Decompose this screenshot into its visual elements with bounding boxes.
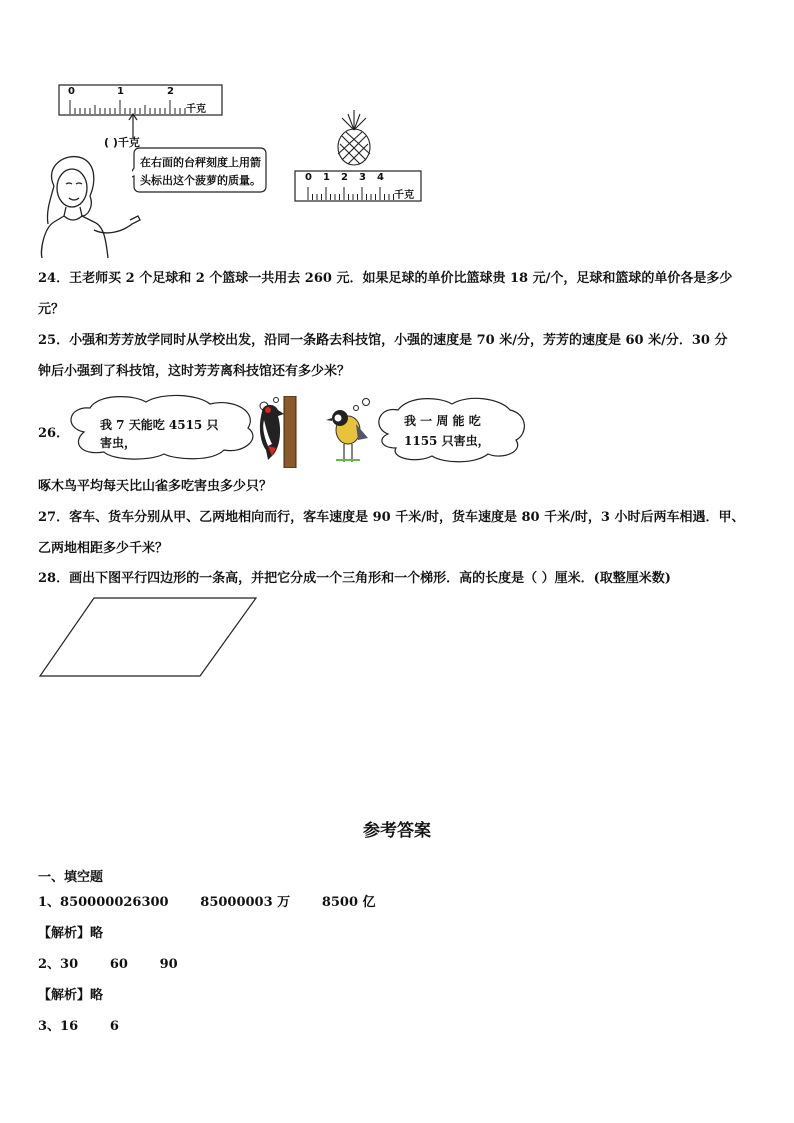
question-27-line-2: 乙两地相距多少千米？ [38,541,169,556]
question-25-line-2: 钟后小强到了科技馆，这时芳芳离科技馆还有多少米？ [38,364,351,379]
answer-3: 3、16 6 [38,1019,119,1034]
question-25-line-1: 25．小强和芳芳放学同时从学校出发，沿同一条路去科技馆，小强的速度是 70 米/分，芳芳的速度是 60 米/分．30 分 [38,333,728,348]
scale-1-blank-label: ( )千克 [104,136,140,149]
pineapple-icon [332,110,376,166]
answer-2: 2、30 60 90 [38,957,178,972]
speech-line-1: 在右面的台秤刻度上用箭 [140,156,261,169]
scale-1-tick-0: 0 [68,86,75,97]
scale-1-tick-2: 2 [167,86,174,97]
scale-2-tick-2: 2 [341,172,348,183]
scale-2-tick-3: 3 [359,172,366,183]
question-26-text: 啄木鸟平均每天比山雀多吃害虫多少只？ [38,479,273,494]
answers-title: 参考答案 [363,821,431,841]
question-27-line-1: 27．客车、货车分别从甲、乙两地相向而行，客车速度是 90 千米/时，货车速度是 80 千米/时，3 小时后两车相遇．甲、 [38,510,745,525]
scale-1-tick-1: 1 [117,86,124,97]
question-26-number: 26． [38,426,70,441]
woodpecker-bubble-line-1: 我 7 天能吃 4515 只 [100,418,219,432]
question-25 [38,330,758,383]
question-24-line-2: 元？ [38,302,65,317]
scale-2-tick-4: 4 [377,172,384,183]
question-27 [38,507,758,560]
teacher-illustration [36,150,146,260]
answer-1-note: 【解析】略 [38,926,104,941]
speech-line-2: 头标出这个菠萝的质量。 [140,174,261,187]
parallelogram [36,596,260,680]
woodpecker-icon [254,396,298,468]
answer-2-note: 【解析】略 [38,988,104,1003]
q23-figure [36,80,436,260]
scale-2-tick-1: 1 [323,172,330,183]
answers-section-1: 一、填空题 [38,870,104,885]
scale-1-unit: 千克 [186,104,206,115]
tit-bubble [350,394,530,466]
tit-bubble-line-2: 1155 只害虫， [404,434,490,448]
answer-1: 1、850000026300 85000003 万 8500 亿 [38,895,376,910]
tit-bubble-line-1: 我 一 周 能 吃 [404,414,481,428]
scale-2-tick-0: 0 [305,172,312,183]
question-24 [38,268,758,321]
woodpecker-bubble-line-2: 害虫， [100,436,137,450]
question-28: 28．画出下图平行四边形的一条高，并把它分成一个三角形和一个梯形．高的长度是（ ）厘米．(取整厘米数) [38,571,671,586]
scale-2-unit: 千克 [394,190,414,201]
question-24-line-1: 24．王老师买 2 个足球和 2 个篮球一共用去 260 元．如果足球的单价比篮球贵 18 元/个，足球和篮球的单价各是多少 [38,271,733,286]
